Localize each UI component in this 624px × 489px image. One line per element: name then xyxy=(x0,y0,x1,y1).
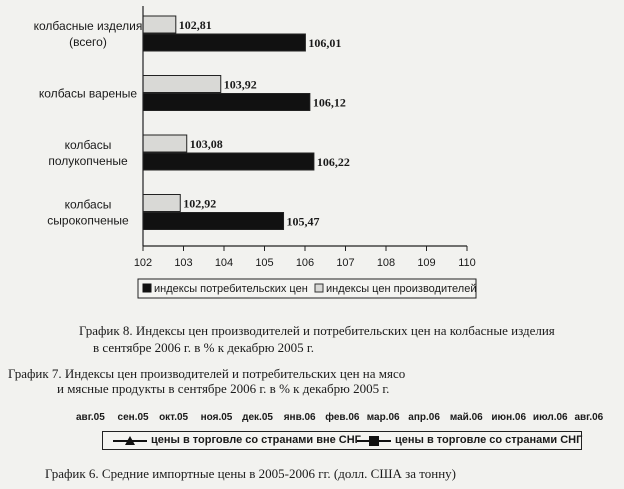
graph6-legend xyxy=(102,431,582,450)
value-label: 106,22 xyxy=(316,155,350,169)
bars xyxy=(143,16,314,230)
x-tick-label: 106 xyxy=(295,257,315,269)
value-label: 103,08 xyxy=(189,137,223,151)
month-label: ноя.05 xyxy=(200,412,233,423)
graph8-caption-line1: График 8. Индексы цен производителей и потребительских цен на колбасные изделия xyxy=(79,323,555,338)
category-labels xyxy=(34,19,143,228)
month-label: фев.06 xyxy=(325,412,360,423)
graph8-caption-line2: в сентябре 2006 г. в % к декабрю 2005 г. xyxy=(93,340,315,355)
month-label: май.06 xyxy=(449,412,483,423)
producer-price-bar xyxy=(143,135,187,152)
month-label: июн.06 xyxy=(491,412,527,423)
month-label: дек.05 xyxy=(242,412,273,423)
producer-price-bar xyxy=(143,76,221,93)
graph6-month-axis xyxy=(76,412,616,426)
category-label: колбасные изделия xyxy=(33,18,143,33)
x-tick-label: 110 xyxy=(458,257,476,269)
month-label: авг.06 xyxy=(574,412,604,423)
chart-legend xyxy=(138,279,476,298)
legend-label-consumer: индексы потребительских цен xyxy=(154,283,308,295)
value-label: 102,92 xyxy=(183,196,217,211)
value-label: 103,92 xyxy=(223,77,257,92)
consumer-price-bar xyxy=(143,213,284,230)
month-label: янв.06 xyxy=(283,412,316,423)
consumer-price-bar xyxy=(143,153,314,170)
graph7-caption-line2: и мясные продукты в сентябре 2006 г. в % к декабрю 2005 г. xyxy=(57,381,390,396)
month-label: июл.06 xyxy=(532,412,568,423)
x-ticks xyxy=(134,246,476,269)
x-tick-label: 109 xyxy=(417,257,436,269)
graph7-caption-line1: График 7. Индексы цен производителей и потребительских цен на мясо xyxy=(8,366,406,381)
graph6-legend-cis: цены в торговле со странами СНГ xyxy=(395,434,583,446)
legend-swatch-consumer xyxy=(143,284,151,292)
producer-price-bar xyxy=(143,16,176,33)
category-label: полукопченые xyxy=(48,153,128,168)
value-label: 106,12 xyxy=(312,95,346,110)
value-label: 106,01 xyxy=(308,36,342,50)
month-label: мар.06 xyxy=(366,412,400,423)
square-marker-icon xyxy=(357,435,391,447)
category-label: колбасы xyxy=(64,137,112,152)
month-label: апр.06 xyxy=(408,412,440,423)
x-tick-label: 104 xyxy=(214,257,234,269)
graph6-legend-non-cis: цены в торговле со странами вне СНГ xyxy=(151,434,361,446)
x-tick-label: 102 xyxy=(133,257,153,269)
month-label: авг.05 xyxy=(76,412,105,423)
x-tick-label: 108 xyxy=(376,257,396,269)
x-tick-label: 107 xyxy=(336,257,355,269)
category-label: колбасы вареные xyxy=(38,86,138,101)
x-tick-label: 105 xyxy=(255,257,274,269)
month-label: окт.05 xyxy=(159,412,189,423)
graph6-caption: График 6. Средние импортные цены в 2005-2006 гг. (долл. США за тонну) xyxy=(45,466,457,481)
month-label: сен.05 xyxy=(117,412,149,423)
legend-swatch-producer xyxy=(315,284,323,292)
producer-price-bar xyxy=(143,195,180,212)
triangle-marker-icon xyxy=(113,435,147,447)
category-label: сырокопченые xyxy=(47,213,129,228)
value-label: 102,81 xyxy=(178,18,212,32)
x-tick-label: 103 xyxy=(174,257,193,269)
consumer-price-bar xyxy=(143,34,305,51)
category-label: (всего) xyxy=(69,34,107,49)
consumer-price-bar xyxy=(143,94,310,111)
value-label: 105,47 xyxy=(286,214,320,229)
category-label: колбасы xyxy=(64,197,112,212)
legend-label-producer: индексы цен производителей xyxy=(326,283,477,295)
